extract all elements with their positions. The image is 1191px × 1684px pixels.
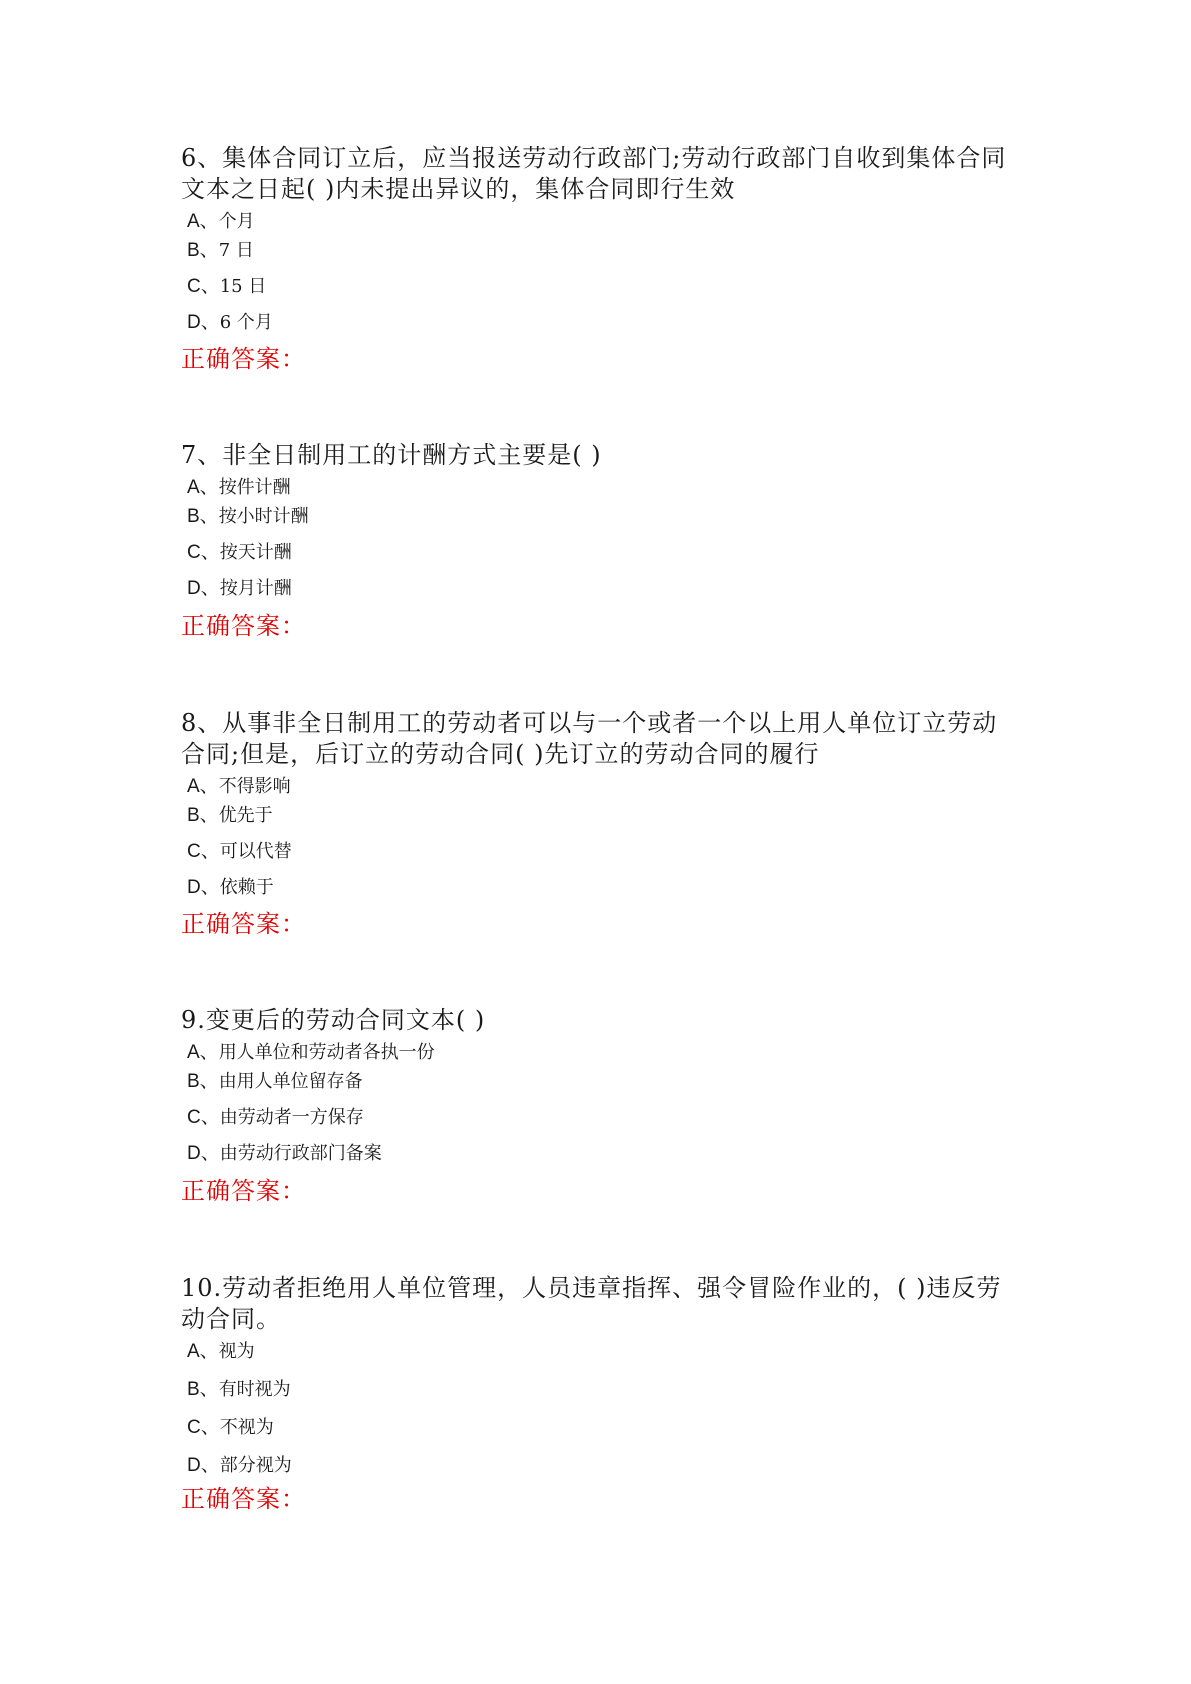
option-a: A、用人单位和劳动者各执一份 — [187, 1042, 435, 1063]
option-c: C、由劳动者一方保存 — [187, 1107, 364, 1128]
option-d: D、由劳动行政部门备案 — [187, 1143, 382, 1164]
option-a: A、按件计酬 — [187, 477, 291, 498]
option-b: B、由用人单位留存备 — [187, 1071, 363, 1092]
option-a: A、视为 — [187, 1341, 255, 1362]
correct-answer-label: 正确答案： — [181, 910, 306, 938]
option-a: A、个月 — [187, 211, 255, 232]
question-6 — [181, 143, 1021, 373]
correct-answer-label: 正确答案： — [181, 345, 306, 373]
question-stem: 10.劳动者拒绝用人单位管理，人员违章指挥、强令冒险作业的，( )违反劳动合同。 — [181, 1274, 1002, 1333]
option-d: D、部分视为 — [187, 1455, 292, 1476]
correct-answer-label: 正确答案： — [181, 1177, 306, 1205]
question-stem: 6、集体合同订立后，应当报送劳动行政部门;劳动行政部门自收到集体合同文本之日起( )内未提出异议的，集体合同即行生效 — [181, 144, 1007, 203]
correct-answer-label: 正确答案： — [181, 1485, 306, 1513]
option-b: B、有时视为 — [187, 1379, 291, 1400]
question-7 — [181, 440, 1021, 640]
option-d: D、依赖于 — [187, 877, 274, 898]
option-c: C、可以代替 — [187, 841, 292, 862]
question-8 — [181, 708, 1021, 938]
option-c: C、15 日 — [187, 276, 267, 297]
option-d: D、按月计酬 — [187, 578, 292, 599]
option-d: D、6 个月 — [187, 312, 273, 333]
option-c: C、不视为 — [187, 1417, 274, 1438]
question-10 — [181, 1273, 1021, 1513]
question-stem: 7、非全日制用工的计酬方式主要是( ) — [181, 441, 602, 469]
question-stem: 9.变更后的劳动合同文本( ) — [181, 1006, 486, 1034]
option-b: B、优先于 — [187, 805, 273, 826]
question-9 — [181, 1005, 1021, 1205]
option-b: B、按小时计酬 — [187, 506, 309, 527]
question-stem: 8、从事非全日制用工的劳动者可以与一个或者一个以上用人单位订立劳动合同;但是，后订立的劳动合同( )先订立的劳动合同的履行 — [181, 709, 998, 768]
option-c: C、按天计酬 — [187, 542, 292, 563]
option-a: A、不得影响 — [187, 776, 291, 797]
option-b: B、7 日 — [187, 240, 254, 261]
correct-answer-label: 正确答案： — [181, 612, 306, 640]
